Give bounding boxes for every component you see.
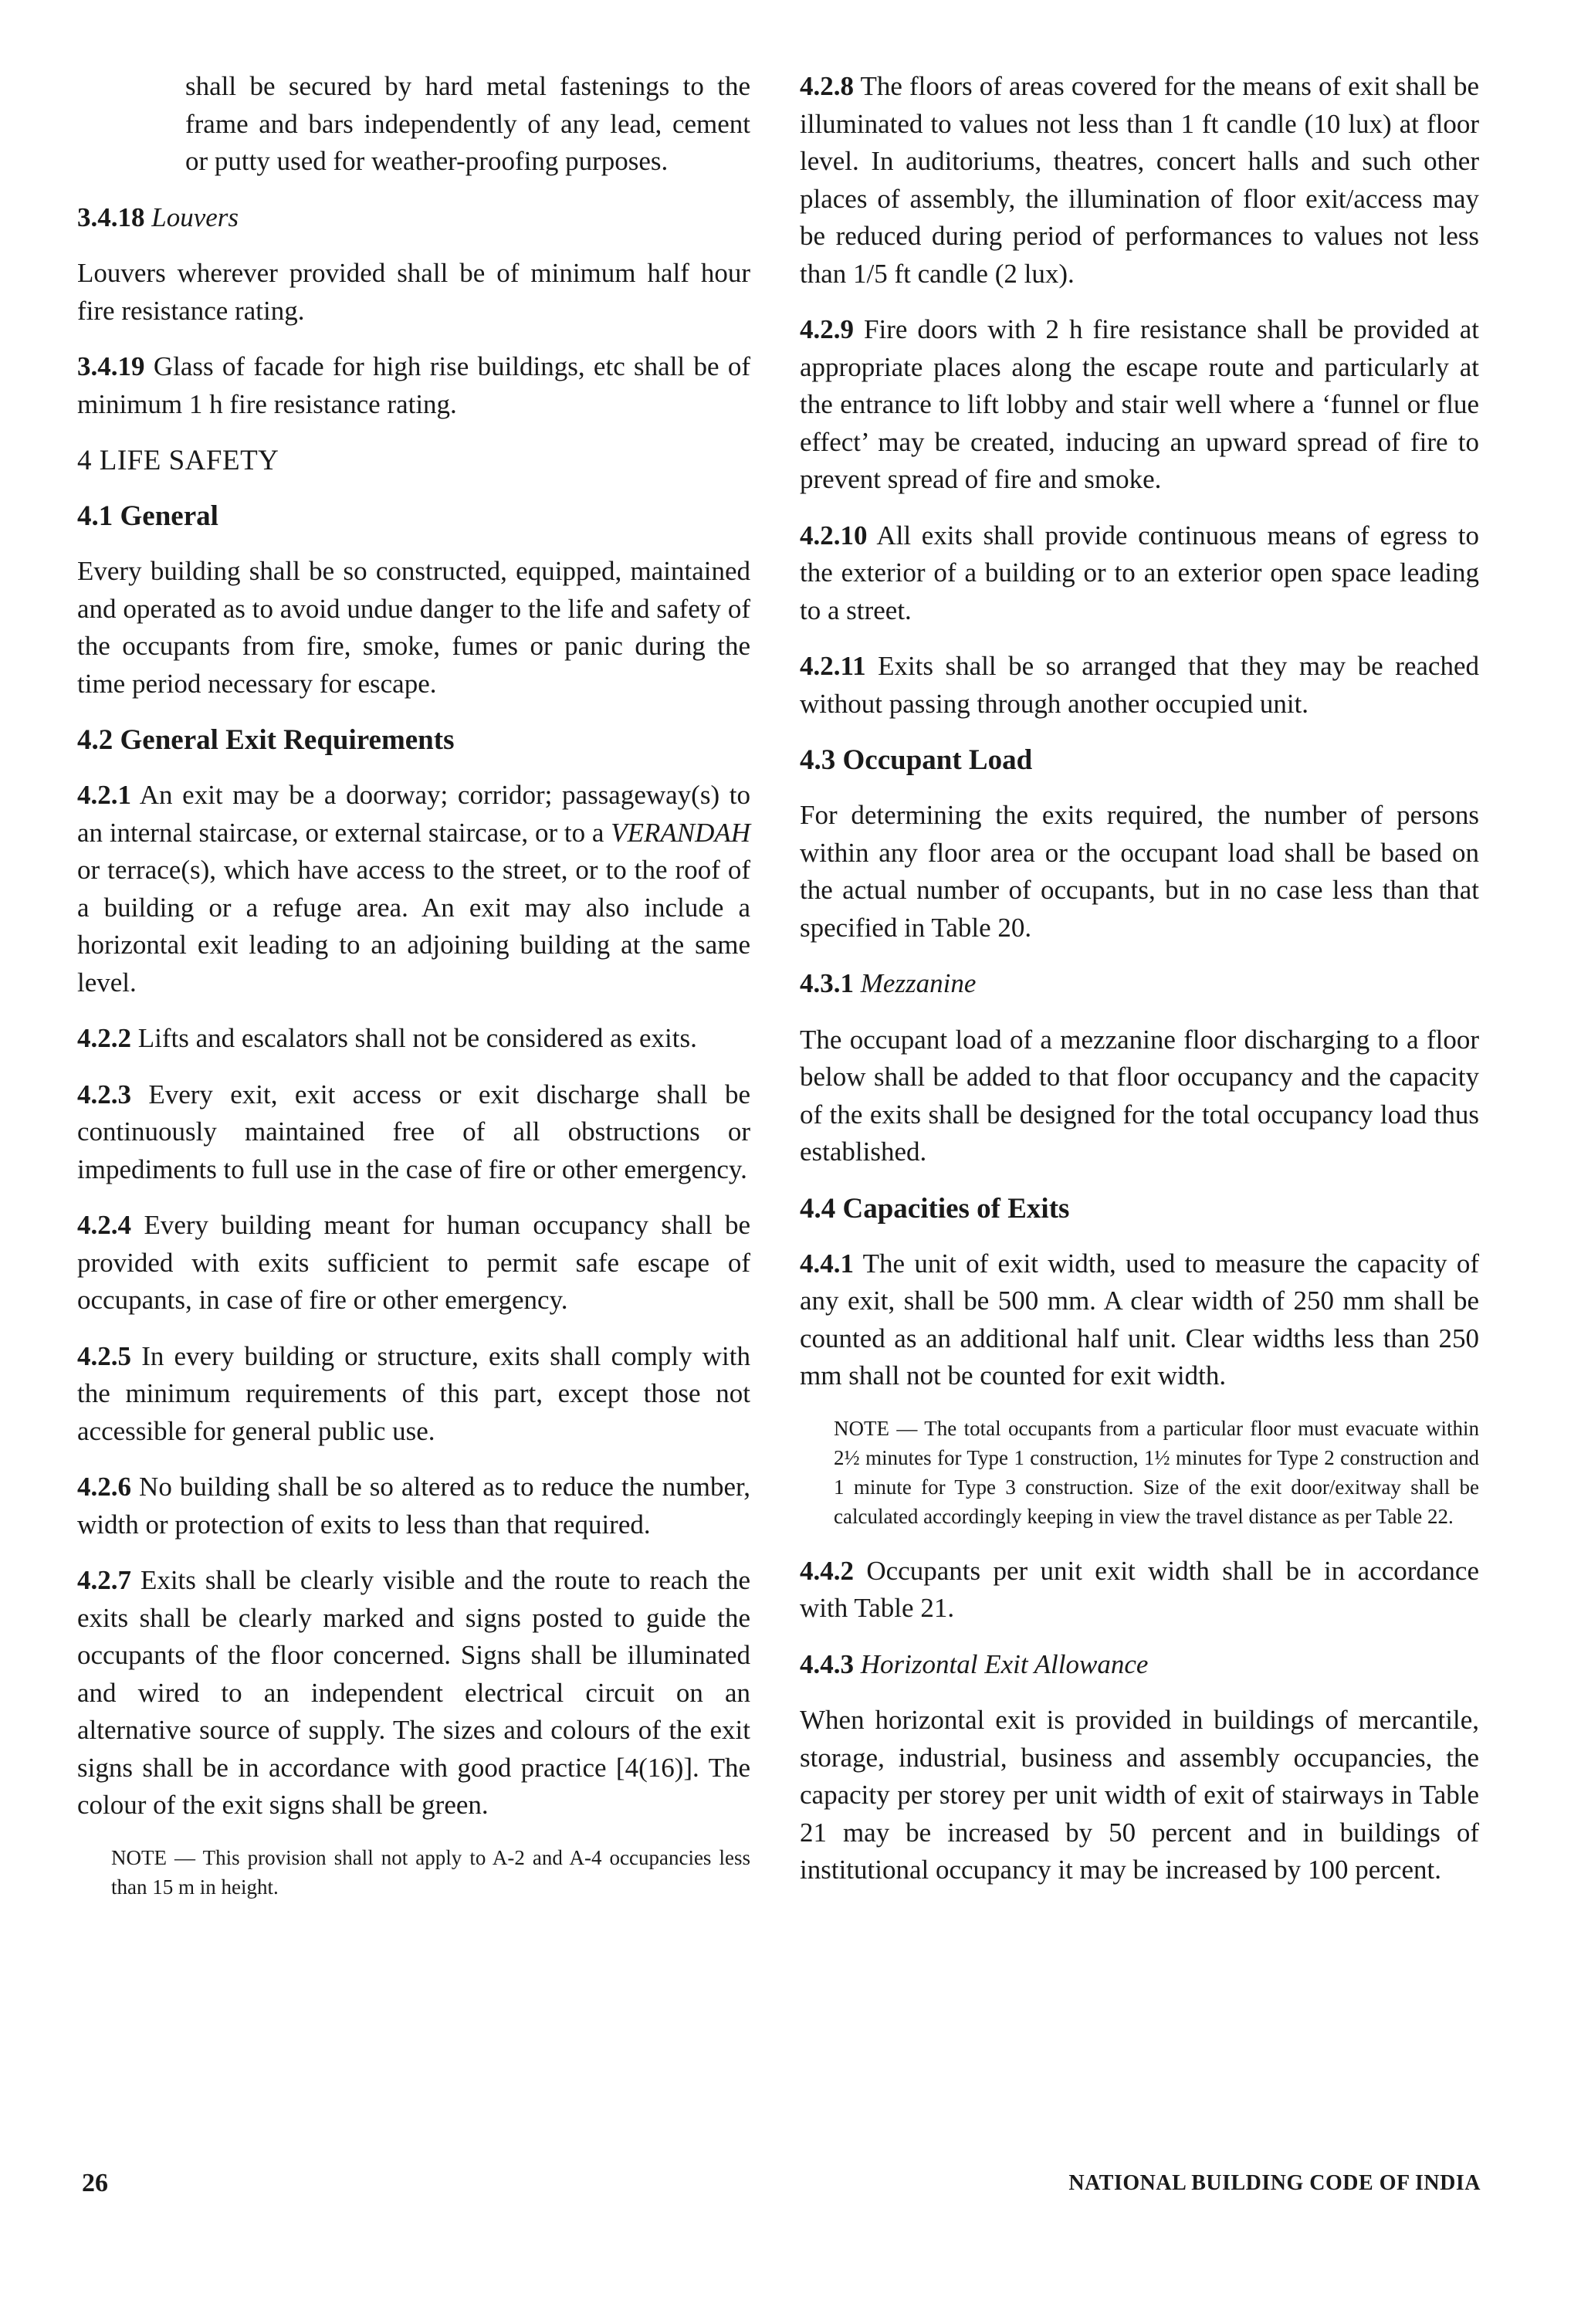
section-number: 4.3 [800, 744, 836, 776]
clause-text-continued: or terrace(s), which have access to the street, or to the roof of a building or a refuge area. An exit may also include a horizontal exit leading to an adjoining building at the same level. [77, 855, 750, 998]
mezzanine-paragraph: The occupant load of a mezzanine floor discharging to a floor below shall be added to that floor occupancy and the capacity of the exits shall be designed for the total occupancy load thus established. [800, 1024, 1479, 1167]
clause-number: 4.2.8 [800, 71, 854, 101]
section-heading-life-safety: 4 LIFE SAFETY [77, 445, 279, 476]
section-number: 4.1 [77, 500, 113, 532]
section-title: General [120, 500, 218, 532]
clause-4-2-4 [77, 1207, 750, 1320]
general-paragraph: Every building shall be so constructed, equipped, maintained and operated as to avoid undue danger to the life and safety of the occupants from fire, smoke, fumes or panic during the time period necessary for escape. [77, 556, 750, 699]
verandah-term: VERANDAH [611, 817, 750, 848]
clause-number: 4.2.9 [800, 314, 854, 344]
clause-title: Mezzanine [860, 968, 977, 998]
clause-text: The unit of exit width, used to measure the capacity of any exit, shall be 500 mm. A clear width of 250 mm shall be counted as an additional half unit. Clear widths less than 250 mm shall not be counted for exit width. [800, 1248, 1479, 1391]
clause-4-2-1 [77, 777, 750, 1001]
clause-title: Horizontal Exit Allowance [860, 1648, 1149, 1679]
section-heading-occupant-load [800, 741, 1479, 780]
clause-4-2-11 [800, 648, 1479, 723]
clause-number: 3.4.18 [77, 202, 145, 232]
clause-text: The floors of areas covered for the means of exit shall be illuminated to values not less than 1 ft candle (10 lux) at floor level. In auditoriums, theatres, concert halls and such other places of assembly, the illumination of floor exit/access may be reduced during period of performances to values not less than 1/5 ft candle (2 lux). [800, 71, 1479, 289]
section-title: Occupant Load [842, 744, 1033, 776]
clause-4-2-9 [800, 311, 1479, 499]
clause-number: 4.2.4 [77, 1210, 131, 1240]
clause-number: 4.4.2 [800, 1555, 854, 1586]
clause-title: Louvers [151, 202, 239, 232]
clause-text: An exit may be a doorway; corridor; passageway(s) to an internal staircase, or external staircase, or to a [77, 780, 750, 848]
clause-4-3-1-heading [800, 965, 1479, 1003]
clause-text: Every building meant for human occupancy shall be provided with exits sufficient to permit safe escape of occupants, in case of fire or other emergency. [77, 1210, 751, 1315]
section-title: Capacities of Exits [842, 1192, 1070, 1225]
clause-text: Lifts and escalators shall not be considered as exits. [137, 1023, 697, 1053]
clause-4-2-8 [800, 68, 1479, 293]
clause-4-4-2 [800, 1553, 1479, 1628]
section-heading-exit-requirements [77, 721, 750, 760]
running-footer-title: NATIONAL BUILDING CODE OF INDIA [1068, 2171, 1481, 2195]
left-column [77, 68, 750, 1923]
clause-4-4-3-heading [800, 1646, 1479, 1684]
clause-text: Exits shall be so arranged that they may be reached without passing through another occupied unit. [800, 651, 1480, 719]
clause-number: 4.2.2 [77, 1023, 131, 1053]
clause-text: Fire doors with 2 h fire resistance shall be provided at appropriate places along the escape route and particularly at the entrance to lift lobby and stair well where a ‘funnel or flue effect’ may be created, inducing an upward spread of fire to prevent spread of fire and smoke. [800, 314, 1480, 494]
clause-text: Exits shall be clearly visible and the route to reach the exits shall be clearly marked and signs posted to guide the occupants of the floor concerned. Signs shall be illuminated and wired to an independent electrical circuit on an alternative source of supply. The sizes and colours of the exit signs shall be in accordance with good practice [4(16)]. The colour of the exit signs shall be green. [77, 1565, 750, 1820]
section-heading-general [77, 497, 750, 536]
clause-number: 4.2.6 [77, 1472, 131, 1502]
section-title: General Exit Requirements [120, 724, 455, 756]
clause-text: Occupants per unit exit width shall be in accordance with Table 21. [800, 1555, 1480, 1623]
clause-number: 4.2.10 [800, 520, 868, 551]
page-number: 26 [82, 2169, 108, 2197]
occupant-load-paragraph: For determining the exits required, the number of persons within any floor area or the occupant load shall be based on the actual number of occupants, but in no case less than that specified in Table 20. [800, 800, 1479, 943]
clause-number: 4.3.1 [800, 968, 854, 998]
clause-text: Glass of facade for high rise buildings, etc shall be of minimum 1 h fire resistance rating. [77, 351, 750, 419]
clause-4-2-10 [800, 517, 1479, 630]
note-4-4-1: NOTE — The total occupants from a particular floor must evacuate within 2½ minutes for Type 1 construction, 1½ minutes for Type 2 construction and 1 minute for Type 3 construction. Size of the exit door/exitway shall be calculated accordingly keeping in view the travel distance as per Table 22. [834, 1416, 1479, 1528]
clause-number: 4.4.3 [800, 1648, 854, 1679]
clause-4-2-3 [77, 1076, 750, 1189]
clause-4-2-6 [77, 1469, 750, 1543]
clause-4-2-2 [77, 1020, 750, 1058]
clause-4-2-5 [77, 1338, 750, 1451]
horizontal-exit-paragraph: When horizontal exit is provided in buildings of mercantile, storage, industrial, business and assembly occupancies, the capacity per storey per unit width of exit of stairways in Table 21 may be increased by 50 percent and in buildings of institutional occupancy it may be increased by 100 percent. [800, 1705, 1479, 1885]
section-number: 4.2 [77, 724, 113, 756]
clause-text: No building shall be so altered as to reduce the number, width or protection of exits to less than that required. [77, 1472, 751, 1540]
clause-number: 4.2.3 [77, 1079, 131, 1109]
clause-text: All exits shall provide continuous means of egress to the exterior of a building or to an exterior open space leading to a street. [800, 520, 1479, 625]
clause-number: 3.4.19 [77, 351, 145, 381]
clause-4-4-1 [800, 1245, 1479, 1395]
clause-number: 4.2.1 [77, 780, 131, 810]
clause-number: 4.2.11 [800, 651, 866, 681]
clause-4-2-7 [77, 1562, 750, 1824]
clause-number: 4.2.5 [77, 1340, 131, 1371]
note-4-2-7: NOTE — This provision shall not apply to A-2 and A-4 occupancies less than 15 m in height. [111, 1845, 750, 1899]
clause-3-4-18-heading [77, 199, 750, 237]
right-column [800, 68, 1479, 1908]
clause-3-4-18-text: Louvers wherever provided shall be of minimum half hour fire resistance rating. [77, 258, 750, 326]
clause-text: In every building or structure, exits shall comply with the minimum requirements of this part, except those not accessible for general public use. [77, 1340, 750, 1446]
clause-3-4-19 [77, 348, 750, 423]
clause-text: Every exit, exit access or exit discharge shall be continuously maintained free of all obstructions or impediments to full use in the case of fire or other emergency. [77, 1079, 750, 1184]
paragraph-continuation: shall be secured by hard metal fastenings to the frame and bars independently of any lead, cement or putty used for weather-proofing purposes. [185, 71, 750, 176]
section-heading-capacities [800, 1190, 1479, 1228]
section-number: 4.4 [800, 1192, 836, 1225]
clause-number: 4.4.1 [800, 1248, 854, 1279]
clause-number: 4.2.7 [77, 1565, 131, 1595]
